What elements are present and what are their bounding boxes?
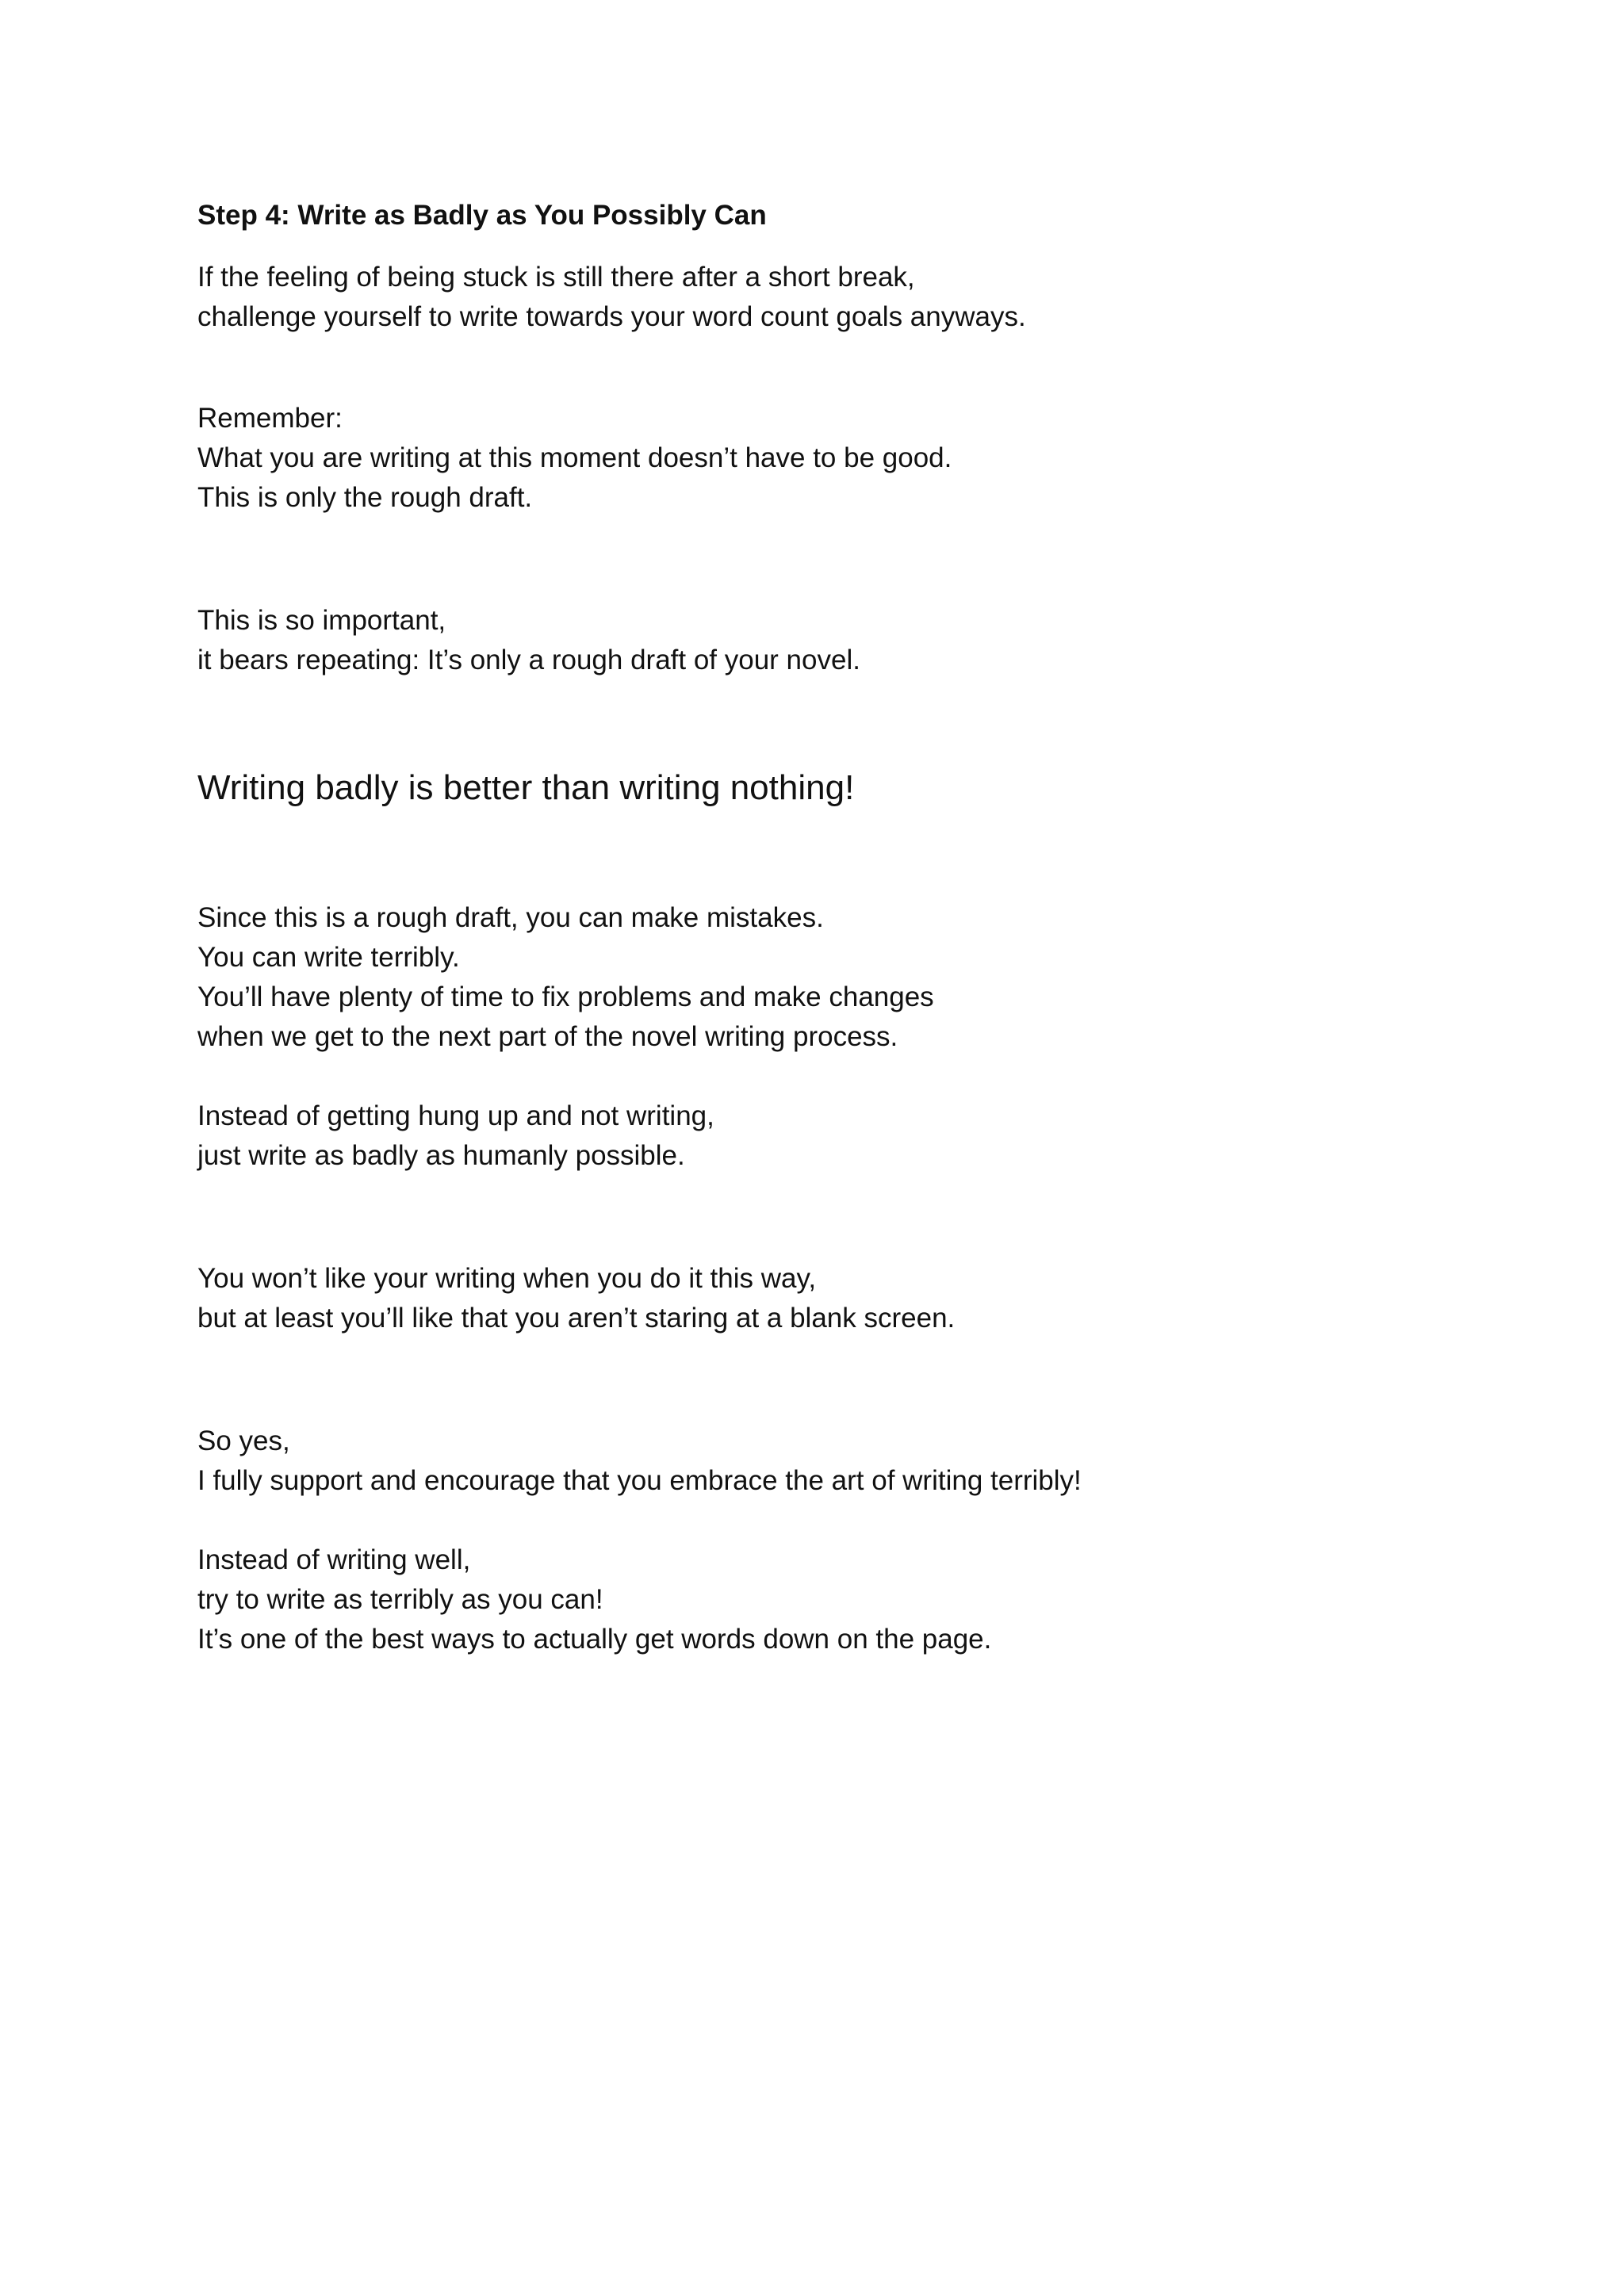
paragraph-line: This is only the rough draft. <box>197 482 533 513</box>
section-heading: Step 4: Write as Badly as You Possibly Can <box>197 200 767 231</box>
paragraph-line: So yes, <box>197 1425 290 1456</box>
paragraph-line: This is so important, <box>197 605 446 636</box>
paragraph-line: Remember: <box>197 403 343 434</box>
paragraph-line: when we get to the next part of the novel writing process. <box>197 1021 898 1052</box>
paragraph-line: try to write as terribly as you can! <box>197 1584 603 1615</box>
paragraph-line: but at least you’ll like that you aren’t staring at a blank screen. <box>197 1303 956 1334</box>
paragraph-line: I fully support and encourage that you embrace the art of writing terribly! <box>197 1465 1082 1496</box>
paragraph-line: It’s one of the best ways to actually get words down on the page. <box>197 1624 992 1655</box>
paragraph-line: Instead of getting hung up and not writing, <box>197 1100 714 1131</box>
paragraph-line: You won’t like your writing when you do it this way, <box>197 1263 817 1294</box>
paragraph-line: If the feeling of being stuck is still there after a short break, <box>197 262 915 293</box>
paragraph-line: What you are writing at this moment doesn’t have to be good. <box>197 442 952 473</box>
paragraph-line: You’ll have plenty of time to fix problems and make changes <box>197 982 934 1012</box>
paragraph-line: it bears repeating: It’s only a rough draft of your novel. <box>197 645 860 675</box>
paragraph-line: You can write terribly. <box>197 942 460 973</box>
emphasis-statement: Writing badly is better than writing nothing! <box>197 768 855 807</box>
paragraph-line: just write as badly as humanly possible. <box>197 1140 685 1171</box>
paragraph-line: Since this is a rough draft, you can make mistakes. <box>197 902 824 933</box>
paragraph-line: Instead of writing well, <box>197 1544 471 1575</box>
paragraph-line: challenge yourself to write towards your word count goals anyways. <box>197 301 1026 332</box>
